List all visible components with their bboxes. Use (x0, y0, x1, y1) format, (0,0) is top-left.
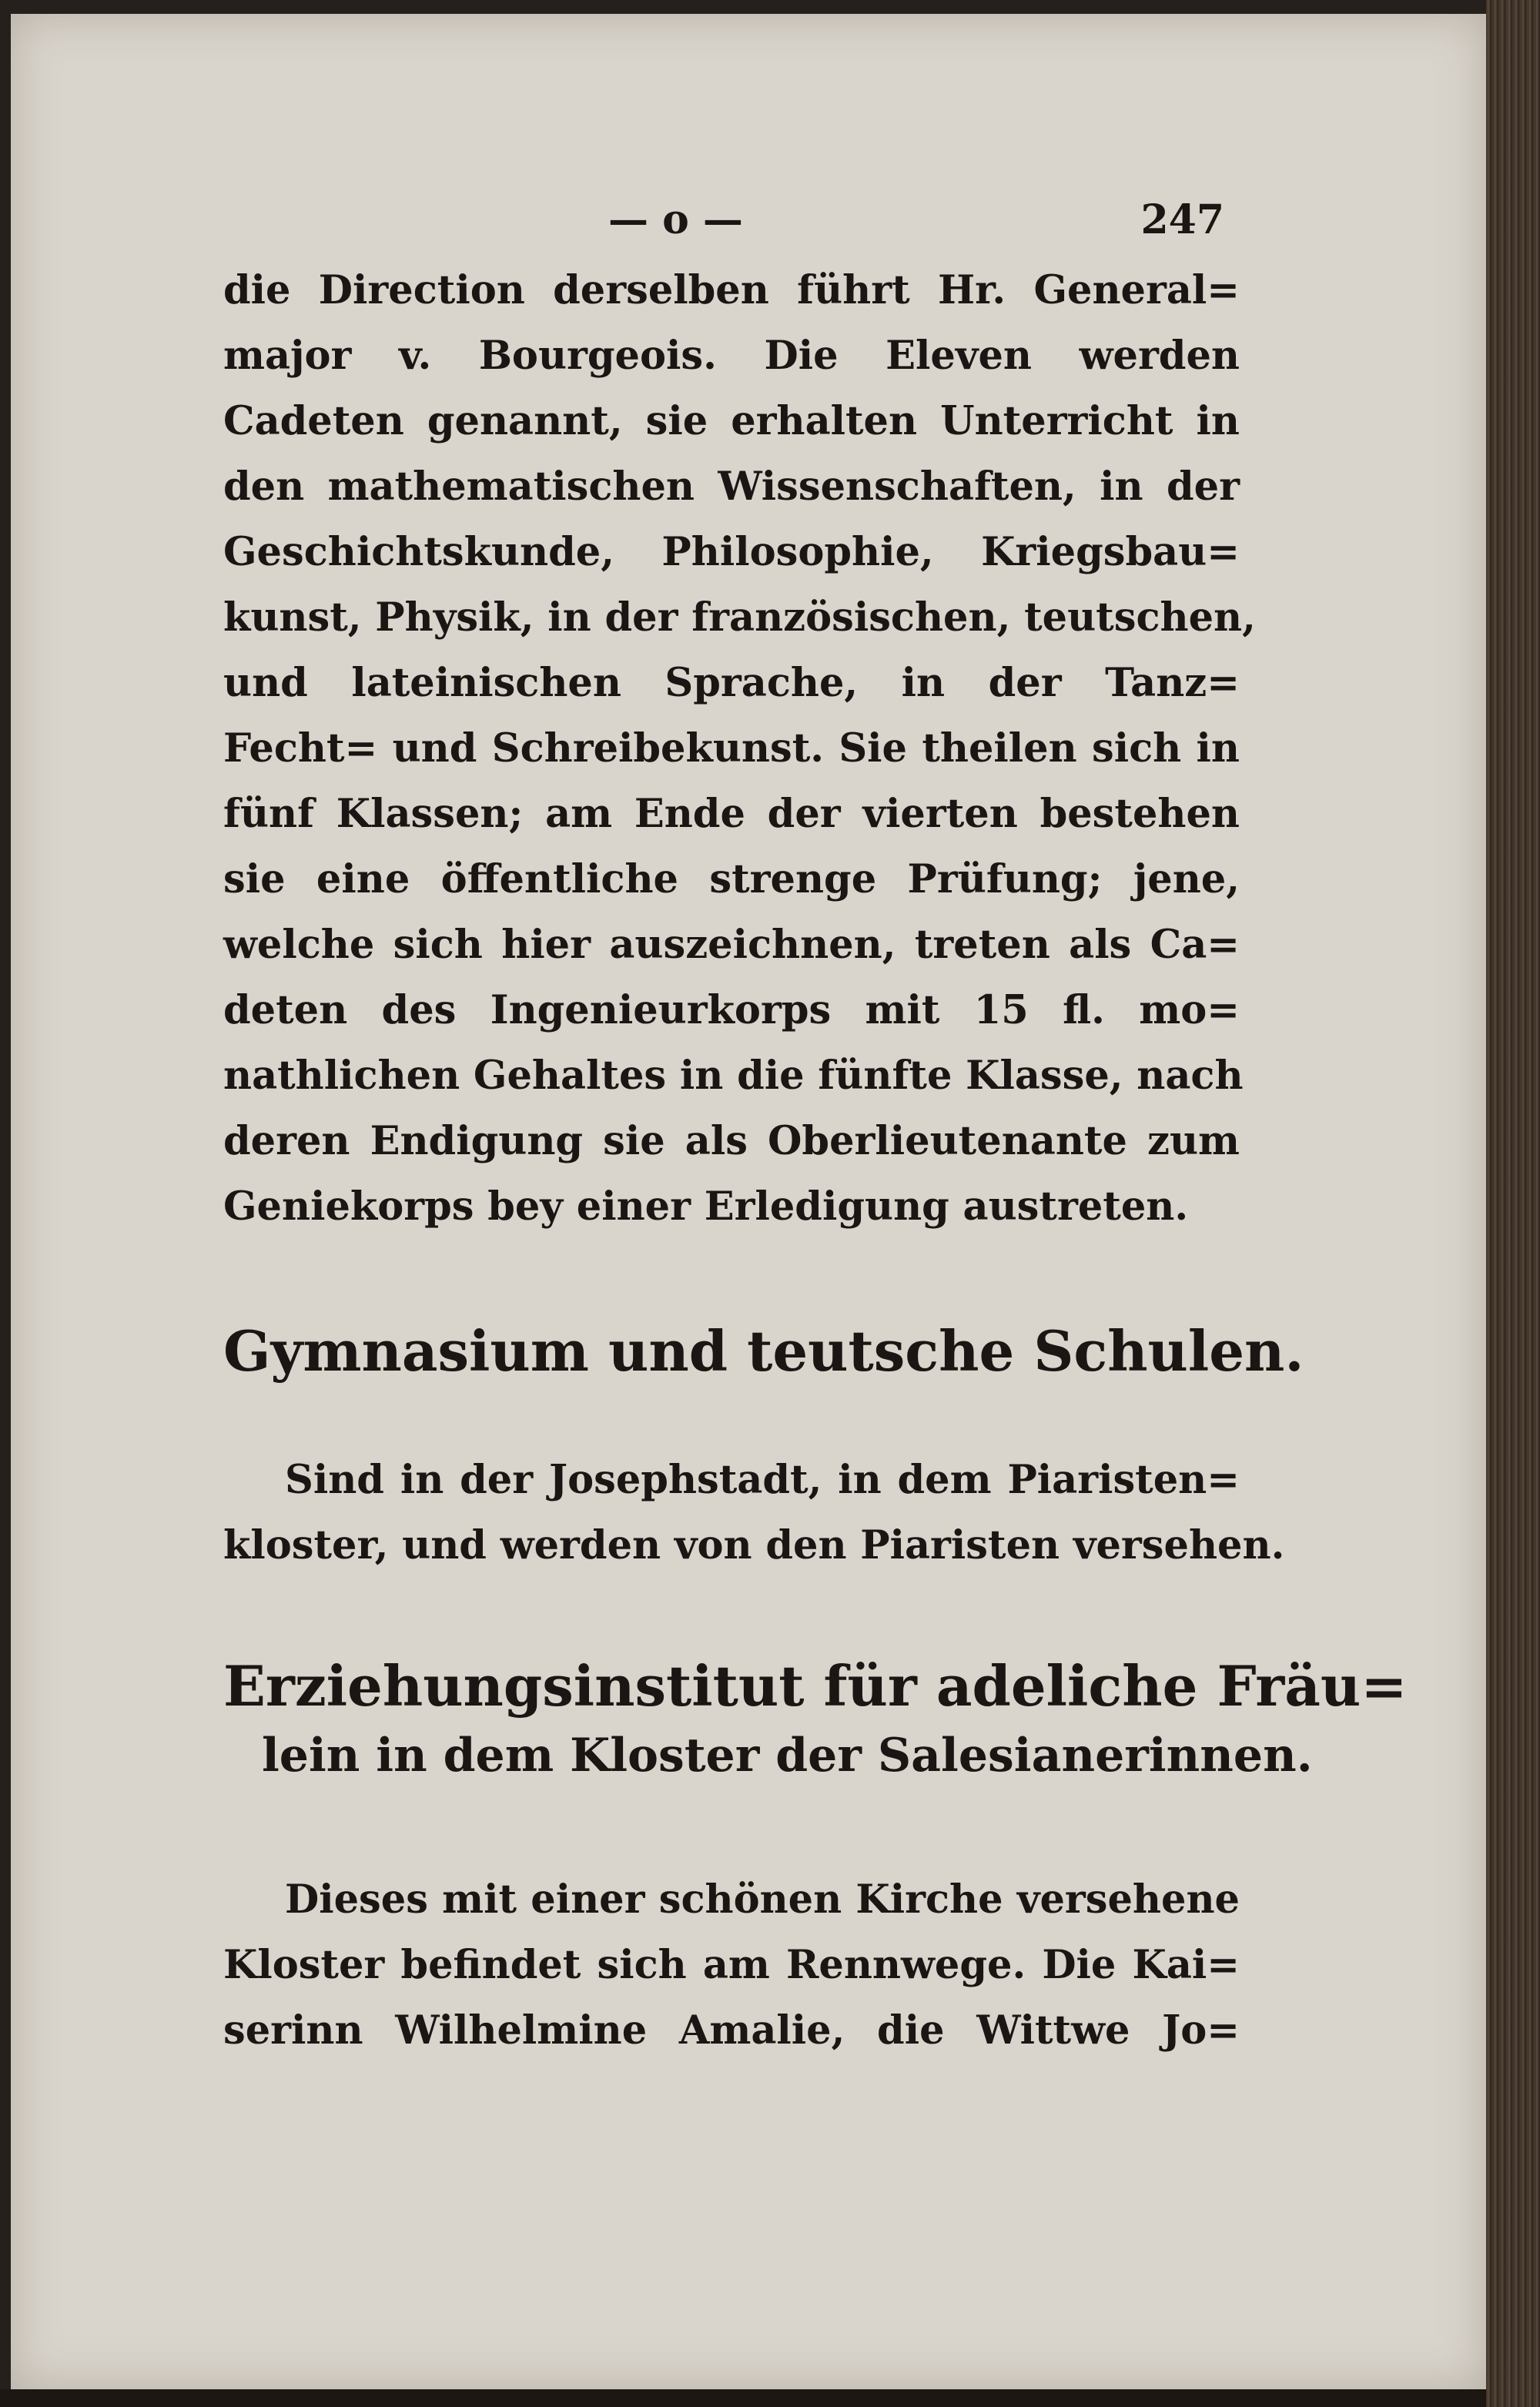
text-line: nathlichen Gehaltes in die fünfte Klasse, nach (223, 1053, 1244, 1099)
text-line: kloster, und werden von den Piaristen versehen. (223, 1522, 1285, 1568)
book-page-edges (1486, 0, 1540, 2407)
heading-line: Erziehungsinstitut für adeliche Fräu= (223, 1653, 1408, 1719)
text-line: die Direction derselben führt Hr. General= (223, 267, 1240, 313)
text-line: und lateinischen Sprache, in der Tanz= (223, 660, 1240, 706)
section-heading-gymnasium: Gymnasium und teutsche Schulen. (223, 1318, 1304, 1384)
text-line: welche sich hier auszeichnen, treten als Ca= (223, 922, 1240, 968)
text-line: deten des Ingenieurkorps mit 15 fl. mo= (223, 987, 1240, 1033)
text-line: Geschichtskunde, Philosophie, Kriegsbau= (223, 529, 1240, 575)
text-line: serinn Wilhelmine Amalie, die Wittwe Jo= (223, 2007, 1240, 2054)
text-line: Sind in der Josephstadt, in dem Piaristen= (285, 1457, 1240, 1503)
text-line: deren Endigung sie als Oberlieutenante zum (223, 1118, 1240, 1164)
text-line: Fecht= und Schreibekunst. Sie theilen sich in (223, 725, 1240, 772)
running-header (223, 196, 1240, 258)
text-line: Cadeten genannt, sie erhalten Unterricht in (223, 398, 1240, 444)
paragraph-gymnasium (223, 1448, 1285, 1578)
heading-line: lein in dem Kloster der Salesianerinnen. (262, 1729, 1313, 1783)
text-line: Geniekorps bey einer Erledigung austreten. (223, 1183, 1189, 1230)
paragraph-institute (223, 1867, 1240, 2064)
page-content (223, 196, 1408, 2064)
header-ornament: — o — (608, 196, 743, 243)
scan-bottom-border (0, 2389, 1486, 2407)
text-line: den mathematischen Wissenschaften, in der (223, 464, 1240, 510)
section-heading-institute (223, 1652, 1408, 1790)
text-line: Dieses mit einer schönen Kirche versehene (285, 1876, 1240, 1923)
text-line: kunst, Physik, in der französischen, teutschen, (223, 594, 1256, 641)
text-line: Kloster befindet sich am Rennwege. Die Kai= (223, 1942, 1240, 1988)
text-line: sie eine öffentliche strenge Prüfung; jene, (223, 856, 1240, 902)
page-number: 247 (1140, 196, 1224, 243)
text-line: major v. Bourgeois. Die Eleven werden (223, 333, 1240, 379)
paragraph-cadet-school (223, 258, 1256, 1240)
text-line: fünf Klassen; am Ende der vierten bestehen (223, 791, 1240, 837)
